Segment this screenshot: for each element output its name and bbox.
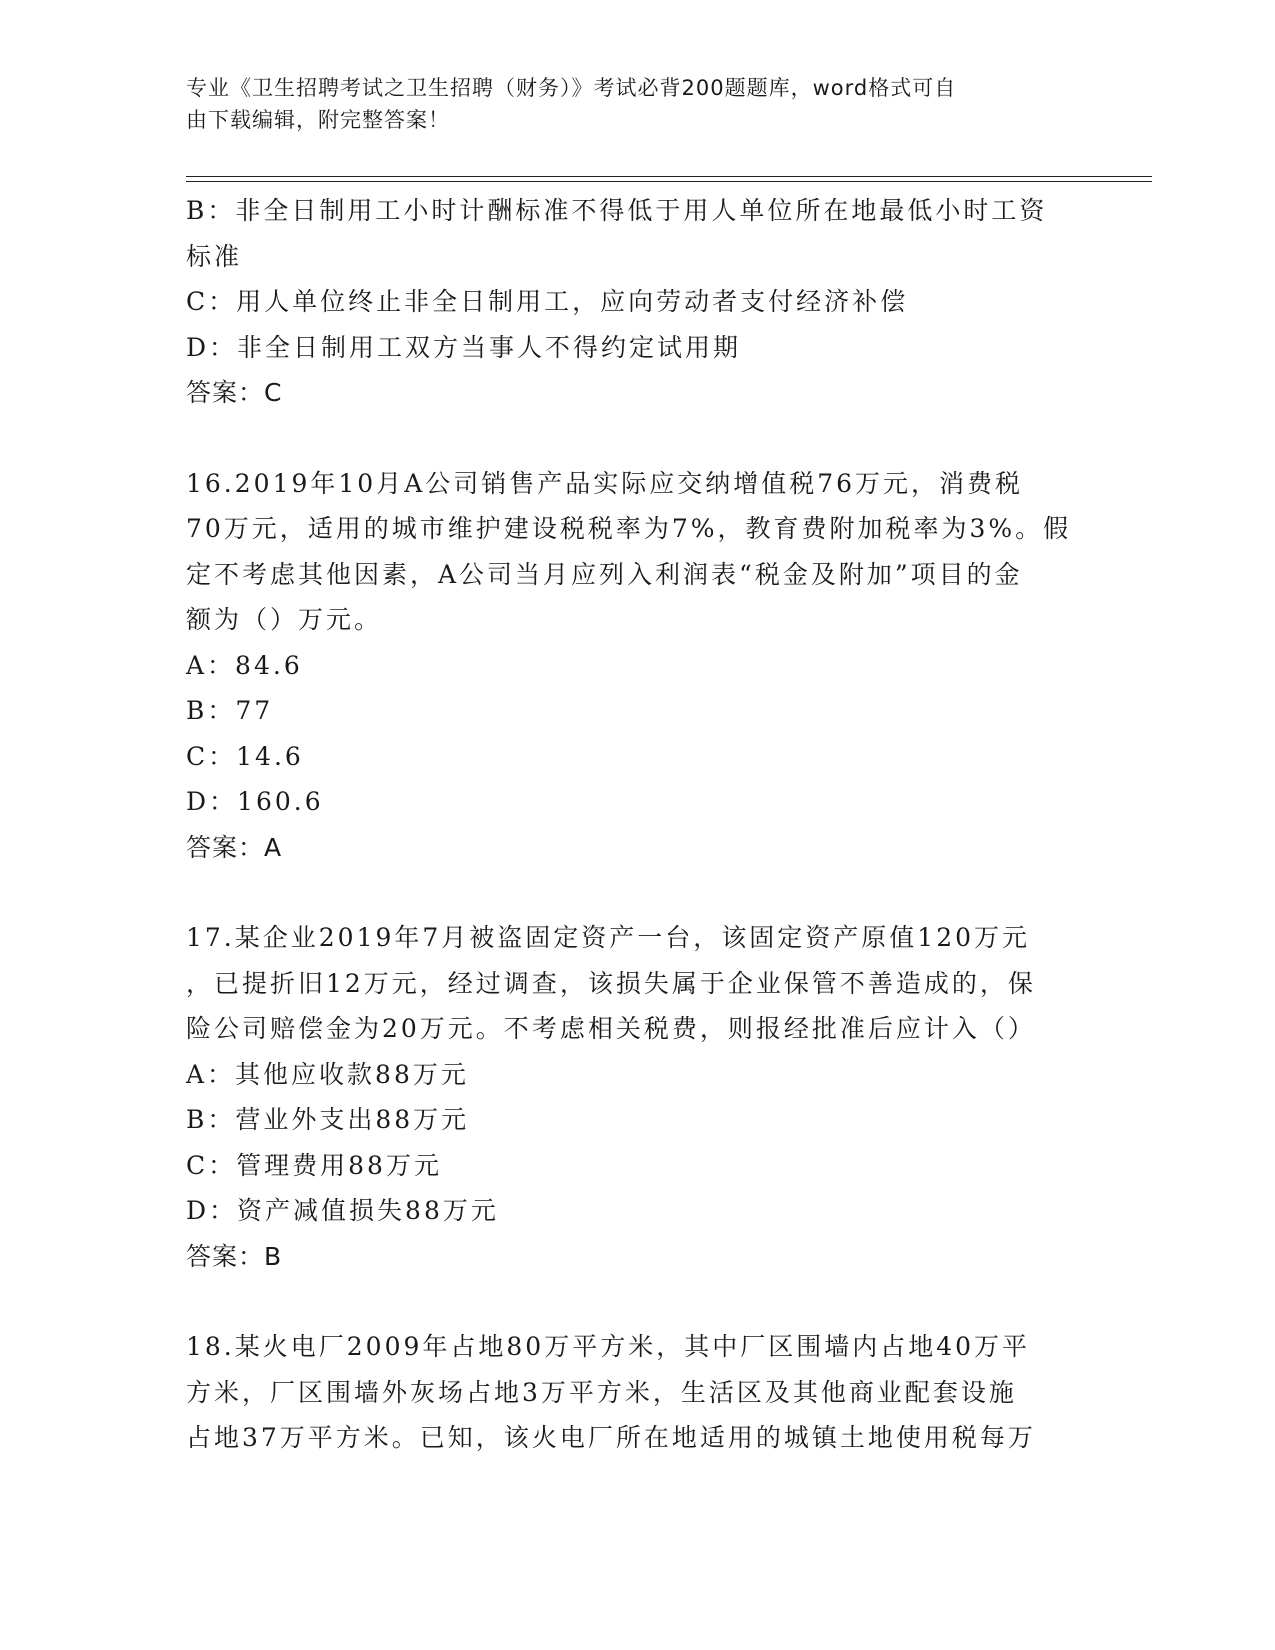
header-rule-bottom [186,181,1152,182]
option-b: B：77 [186,696,274,725]
option-line: 标准 [186,241,243,271]
option-line: B：非全日制用工小时计酬标准不得低于用人单位所在地最低小时工资 [186,196,1048,225]
question-stem-line: 占地37万平方米。已知，该火电厂所在地适用的城镇土地使用税每万 [186,1423,1036,1452]
option-d: D：资产减值损失88万元 [186,1196,499,1225]
answer-line: 答案：A [186,832,283,862]
header-rule-top [186,176,1152,177]
option-d: D：160.6 [186,787,324,816]
option-a: A：其他应收款88万元 [186,1059,469,1089]
question-stem-line: 定不考虑其他因素，A公司当月应列入利润表“税金及附加”项目的金 [186,559,1023,589]
document-body [186,188,1086,1461]
answer-line: 答案：B [186,1241,283,1271]
answer-line: 答案：C [186,378,283,407]
question-stem-line: 17.某企业2019年7月被盗固定资产一台，该固定资产原值120万元 [186,923,1031,952]
question-stem-line: 70万元，适用的城市维护建设税税率为7%，教育费附加税率为3%。假 [186,514,1072,543]
header-line-2: 由下载编辑，附完整答案！ [186,108,450,132]
option-c: C：14.6 [186,741,304,771]
option-a: A：84.6 [186,650,303,680]
question-stem-line: 险公司赔偿金为20万元。不考虑相关税费，则报经批准后应计入（） [186,1014,1036,1043]
option-line: C：用人单位终止非全日制用工，应向劳动者支付经济补偿 [186,287,909,316]
question-stem-line: 18.某火电厂2009年占地80万平方米，其中厂区围墙内占地40万平 [186,1332,1031,1361]
header-line-1: 专业《卫生招聘考试之卫生招聘（财务）》考试必背200题题库，word格式可自 [186,76,957,100]
question-stem-line: 额为（）万元。 [186,605,383,634]
question-stem-line: 16.2019年10月A公司销售产品实际应交纳增值税76万元，消费税 [186,468,1024,498]
question-stem-line: ，已提折旧12万元，经过调查，该损失属于企业保管不善造成的，保 [186,968,1036,998]
option-line: D：非全日制用工双方当事人不得约定试用期 [186,332,742,362]
option-c: C：管理费用88万元 [186,1150,442,1180]
option-b: B：营业外支出88万元 [186,1105,470,1134]
question-stem-line: 方米，厂区围墙外灰场占地3万平方米，生活区及其他商业配套设施 [186,1377,1017,1407]
document-header [186,72,1066,136]
